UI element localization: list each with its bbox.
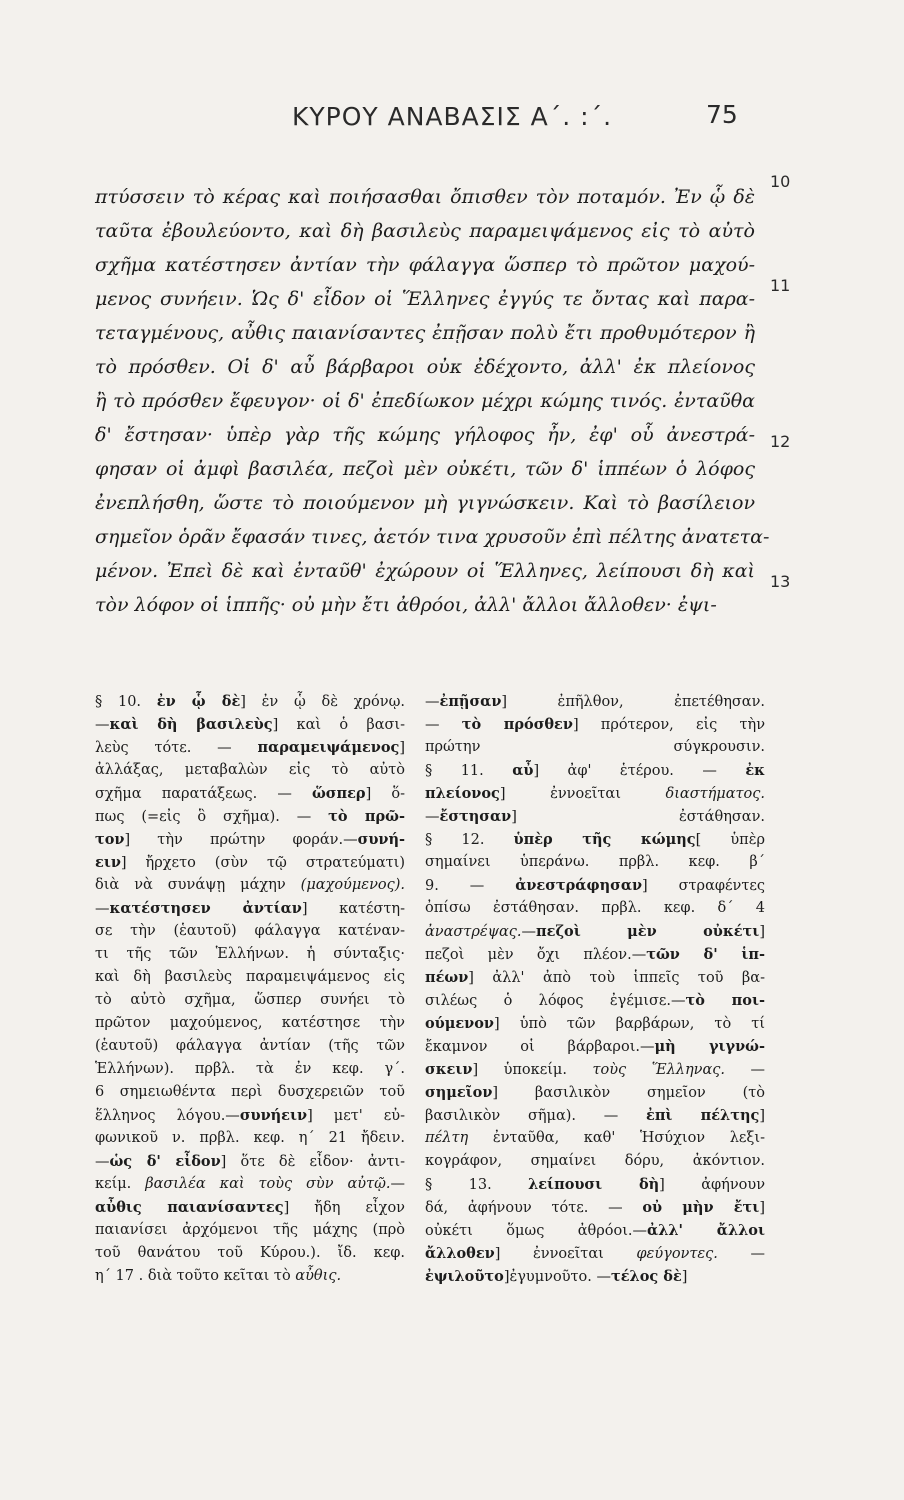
- note-line: [95, 874, 405, 897]
- section-number: 11: [770, 276, 791, 295]
- note-text: ἕλληνος λόγου.—: [95, 1108, 240, 1124]
- note-text: κείμ.: [95, 1176, 146, 1192]
- text-line: τεταγμένους, αὖθις παιανίσαντες ἐπῇσαν πολὺ ἔτι προθυμότερον ἢ: [95, 322, 755, 344]
- note-lemma: σκειν: [425, 1061, 473, 1078]
- note-text: 9. —: [425, 878, 516, 894]
- note-line: [95, 1242, 405, 1265]
- page-header: [0, 100, 904, 140]
- note-line: [425, 989, 765, 1012]
- note-text: ] ὑπὸ τῶν βαρβάρων, τὸ τί: [493, 1016, 765, 1032]
- main-text-block: [95, 180, 770, 622]
- note-lemma: πέων: [425, 969, 469, 986]
- note-text: ] κατέστη-: [301, 901, 405, 917]
- text-line: ἐνεπλήσθη, ὥστε τὸ ποιούμενον μὴ γιγνώσκειν. Καὶ τὸ βασίλειον: [95, 492, 755, 514]
- note-lemma: πλείονος: [425, 785, 500, 802]
- note-text: —: [425, 717, 462, 733]
- note-text: κογράφον, σημαίνει δόρυ, ἀκόντιον.: [425, 1153, 765, 1169]
- note-text: σημαίνει ὑπεράνω. πρβλ. κεφ. β΄: [425, 854, 765, 870]
- text-line: σχῆμα κατέστησεν ἀντίαν τὴν φάλαγγα ὥσπερ τὸ πρῶτον μαχού-: [95, 254, 755, 276]
- note-line: [95, 805, 405, 828]
- note-line: [425, 828, 765, 851]
- note-text: —: [390, 1176, 406, 1192]
- note-line: [425, 736, 765, 759]
- note-text: 6 σημειωθέντα περὶ δυσχερειῶν τοῦ: [95, 1084, 405, 1100]
- note-lemma: ὥσπερ: [312, 785, 366, 802]
- note-lemma: ἔστησαν: [439, 808, 512, 825]
- note-text: ] ἐπῆλθον, ἐπετέθησαν.: [501, 694, 765, 710]
- note-text: πεζοὶ μὲν ὄχι πλέον.—: [425, 947, 647, 963]
- note-text: —: [425, 809, 440, 825]
- note-line: [95, 1127, 405, 1150]
- note-line: [425, 1035, 765, 1058]
- note-italic-text: φεύγοντες.: [636, 1246, 718, 1262]
- text-line: σημεῖον ὁρᾶν ἔφασάν τινες, ἀετόν τινα χρυσοῦν ἐπὶ πέλτης ἀνατετα-: [95, 526, 770, 548]
- note-line: [425, 1012, 765, 1035]
- section-number: 13: [770, 572, 791, 591]
- note-text: ἀλλάξας, μεταβαλὼν εἰς τὸ αὐτὸ: [95, 762, 405, 778]
- note-text: ]: [681, 1269, 688, 1285]
- note-text: § 10.: [95, 694, 157, 710]
- text-line: μένον. Ἐπεὶ δὲ καὶ ἐνταῦθ' ἐχώρουν οἱ Ἕλληνες, λείπουσι δὴ καὶ: [95, 560, 755, 582]
- note-line: [425, 1081, 765, 1104]
- note-text: ] ὅτε δὲ εἶδον· ἀντι-: [220, 1154, 405, 1170]
- note-text: ]: [759, 924, 765, 940]
- note-text: ]: [759, 1108, 766, 1124]
- note-text: ] ἐστάθησαν.: [511, 809, 765, 825]
- note-italic-text: ἀναστρέψας.: [425, 924, 522, 940]
- note-text: ] βασιλικὸν σημεῖον (τὸ: [492, 1085, 765, 1101]
- note-italic-text: αὖθις.: [295, 1268, 342, 1284]
- note-line: [95, 828, 405, 851]
- note-lemma: αὖ: [512, 762, 534, 779]
- note-lemma: τὸ πρόσθεν: [461, 716, 573, 733]
- text-line: ἢ τὸ πρόσθεν ἔφευγον· οἱ δ' ἐπεδίωκον μέχρι κώμης τινός. ἐνταῦθα: [95, 390, 755, 412]
- note-line: [95, 943, 405, 966]
- note-text: (ἑαυτοῦ) φάλαγγα ἀντίαν (τῆς τῶν: [95, 1038, 405, 1054]
- note-lemma: ἐν ᾧ δὲ: [156, 693, 241, 710]
- note-line: [425, 1219, 765, 1242]
- note-text: παιανίσει ἀρχόμενοι τῆς μάχης (πρὸ: [95, 1222, 405, 1238]
- page-number: 75: [706, 100, 738, 129]
- note-line: [425, 690, 765, 713]
- note-lemma: ἐψιλοῦτο: [425, 1268, 504, 1285]
- note-line: [425, 759, 765, 782]
- note-text: ]: [399, 740, 405, 756]
- note-line: [95, 1035, 405, 1058]
- note-text: λεὺς τότε. —: [95, 740, 258, 756]
- note-lemma: ἐκ: [745, 762, 765, 779]
- note-text: —: [425, 694, 440, 710]
- note-text: οὐκέτι ὅμως ἀθρόοι.—: [425, 1223, 648, 1239]
- note-text: ὀπίσω ἐστάθησαν. πρβλ. κεφ. δ΄ 4: [425, 900, 765, 916]
- note-line: [425, 943, 765, 966]
- note-text: δά, ἀφήνουν τότε. —: [425, 1200, 643, 1216]
- note-text: ] πρότερον, εἰς τὴν: [572, 717, 766, 733]
- text-line: φησαν οἱ ἀμφὶ βασιλέα, πεζοὶ μὲν οὐκέτι, τῶν δ' ἱππέων ὁ λόφος: [95, 458, 755, 480]
- note-line: [425, 874, 765, 897]
- note-lemma: καὶ δὴ βασιλεὺς: [109, 716, 273, 733]
- note-lemma: συνήειν: [239, 1107, 308, 1124]
- note-line: [95, 759, 405, 782]
- note-line: [425, 1058, 765, 1081]
- note-lemma: παραμειψάμενος: [257, 739, 400, 756]
- note-text: ] ἤρχετο (σὺν τῷ στρατεύματι): [120, 855, 405, 871]
- note-line: [95, 1196, 405, 1219]
- note-text: τοῦ θανάτου τοῦ Κύρου.). ἴδ. κεφ.: [95, 1245, 405, 1261]
- note-line: [95, 989, 405, 1012]
- note-lemma: τον: [95, 831, 125, 848]
- note-line: [425, 1242, 765, 1265]
- note-line: [95, 1150, 405, 1173]
- note-line: [95, 851, 405, 874]
- text-line: τὸν λόφον οἱ ἱππῆς· οὐ μὴν ἔτι ἀθρόοι, ἀλλ' ἄλλοι ἄλλοθεν· ἐψι-: [95, 594, 717, 616]
- note-line: [95, 713, 405, 736]
- note-line: [425, 1173, 765, 1196]
- note-italic-text: τοὺς Ἕλληνας.: [592, 1062, 726, 1078]
- note-line: [425, 966, 765, 989]
- note-lemma: σημεῖον: [425, 1084, 493, 1101]
- note-lemma: τὸ πρῶ-: [328, 808, 405, 825]
- note-text: πως (=εἰς ὃ σχῆμα). —: [95, 809, 329, 825]
- note-text: ] ἀλλ' ἀπὸ τοὺ ἱππεῖς τοῦ βα-: [468, 970, 765, 986]
- text-line: πτύσσειν τὸ κέρας καὶ ποιήσασθαι ὄπισθεν τὸν ποταμόν. Ἐν ᾧ δὲ: [95, 186, 755, 208]
- note-text: § 11.: [425, 763, 513, 779]
- note-lemma: τέλος δὲ: [610, 1268, 682, 1285]
- note-text: ] ἀφήνουν: [659, 1177, 766, 1193]
- note-line: [95, 1173, 405, 1196]
- note-line: [95, 897, 405, 920]
- text-line: τὸ πρόσθεν. Οἱ δ' αὖ βάρβαροι οὐκ ἐδέχοντο, ἀλλ' ἐκ πλείονος: [95, 356, 755, 378]
- note-lemma: ὑπὲρ τῆς κώμης: [513, 831, 696, 848]
- note-text: § 12.: [425, 832, 514, 848]
- note-text: ]ἐγυμνοῦτο. —: [503, 1269, 611, 1285]
- note-lemma: ἄλλοθεν: [425, 1245, 495, 1262]
- note-text: πρώτην σύγκρουσιν.: [425, 739, 765, 755]
- note-text: ἔκαμνον οἱ βάρβαροι.—: [425, 1039, 655, 1055]
- note-line: [95, 736, 405, 759]
- note-line: [425, 713, 765, 736]
- note-italic-text: πέλτη: [425, 1130, 469, 1146]
- note-lemma: ούμενον: [425, 1015, 494, 1032]
- note-text: —: [95, 1154, 110, 1170]
- note-text: —: [521, 924, 537, 940]
- note-text: σχῆμα παρατάξεως. —: [95, 786, 312, 802]
- text-line: ταῦτα ἐβουλεύοντο, καὶ δὴ βασιλεὺς παραμειψάμενος εἰς τὸ αὐτὸ: [95, 220, 755, 242]
- note-lemma: ἀλλ' ἄλλοι: [647, 1222, 765, 1239]
- note-text: ] ὑποκείμ.: [472, 1062, 593, 1078]
- note-italic-text: διαστήματος.: [665, 786, 765, 802]
- note-text: ] μετ' εὐ-: [307, 1108, 405, 1124]
- note-text: διὰ νὰ συνάψῃ μάχην: [95, 877, 301, 893]
- note-text: καὶ δὴ βασιλεὺς παραμειψάμενος εἰς: [95, 969, 405, 985]
- note-lemma: τὸ ποι-: [685, 992, 766, 1009]
- note-line: [425, 920, 765, 943]
- note-text: ] ὅ-: [365, 786, 405, 802]
- note-lemma: οὐ μὴν ἔτι: [642, 1199, 760, 1216]
- note-line: [425, 897, 765, 920]
- note-text: —: [725, 1062, 765, 1078]
- note-line: [95, 690, 405, 713]
- note-text: ] τὴν πρώτην φοράν.—: [124, 832, 358, 848]
- running-title: ΚΥΡΟΥ ΑΝΑΒΑΣΙΣ Α΄. :΄.: [291, 102, 613, 131]
- note-line: [425, 1265, 765, 1288]
- note-text: ] καὶ ὁ βασι-: [272, 717, 405, 733]
- note-line: [425, 805, 765, 828]
- note-text: φωνικοῦ ν. πρβλ. κεφ. η΄ 21 ἤδειν.: [95, 1130, 405, 1146]
- note-text: βασιλικὸν σῆμα). —: [425, 1108, 646, 1124]
- note-line: [425, 1150, 765, 1173]
- note-line: [425, 851, 765, 874]
- text-line: μενος συνήειν. Ὡς δ' εἶδον οἱ Ἕλληνες ἐγγύς τε ὄντας καὶ παρα-: [95, 288, 755, 310]
- note-text: ] ἐννοεῖται: [494, 1246, 637, 1262]
- note-text: —: [95, 901, 110, 917]
- note-lemma: ἐπῇσαν: [439, 693, 502, 710]
- note-line: [425, 782, 765, 805]
- note-text: ] ἐννοεῖται: [499, 786, 666, 802]
- commentary-left-column: [95, 690, 405, 1288]
- note-text: § 13.: [425, 1177, 529, 1193]
- note-lemma: λείπουσι δὴ: [528, 1176, 660, 1193]
- section-number: 12: [770, 432, 791, 451]
- note-text: ἐνταῦθα, καθ' Ἡσύχιον λεξι-: [468, 1130, 765, 1146]
- note-line: [95, 1265, 405, 1288]
- note-text: Ἑλλήνων). πρβλ. τὰ ἐν κεφ. γ΄.: [95, 1061, 405, 1077]
- note-lemma: ὡς δ' εἶδον: [109, 1153, 221, 1170]
- note-text: ] ἐν ᾧ δὲ χρόνῳ.: [240, 694, 406, 710]
- note-lemma: κατέστησεν ἀντίαν: [109, 900, 302, 917]
- section-number: 10: [770, 172, 791, 191]
- note-line: [95, 1219, 405, 1242]
- note-line: [95, 966, 405, 989]
- note-line: [425, 1196, 765, 1219]
- note-text: ] ἤδη εἶχον: [283, 1200, 405, 1216]
- note-line: [95, 1058, 405, 1081]
- note-lemma: πεζοὶ μὲν οὐκέτι: [536, 923, 760, 940]
- note-lemma: ειν: [95, 854, 121, 871]
- note-text: η΄ 17 . διὰ τοῦτο κεῖται τὸ: [95, 1268, 296, 1284]
- note-lemma: αὖθις παιανίσαντες: [95, 1199, 284, 1216]
- text-line: δ' ἔστησαν· ὑπὲρ γὰρ τῆς κώμης γήλοφος ἦν, ἐφ' οὗ ἀνεστρά-: [95, 424, 755, 446]
- note-lemma: ἀνεστράφησαν: [515, 877, 643, 894]
- note-lemma: τῶν δ' ἱπ-: [646, 946, 766, 963]
- note-text: ] στραφέντες: [642, 878, 765, 894]
- note-text: τὸ αὐτὸ σχῆμα, ὥσπερ συνήει τὸ: [95, 992, 405, 1008]
- note-line: [95, 782, 405, 805]
- note-text: [ ὑπὲρ: [695, 832, 766, 848]
- note-line: [95, 1012, 405, 1035]
- note-text: ] ἀφ' ἑτέρου. —: [533, 763, 746, 779]
- note-text: ]: [759, 1200, 765, 1216]
- note-text: πρῶτον μαχούμενος, κατέστησε τὴν: [95, 1015, 405, 1031]
- note-line: [95, 920, 405, 943]
- note-lemma: ἐπὶ πέλτης: [646, 1107, 760, 1124]
- note-line: [95, 1081, 405, 1104]
- note-text: σε τὴν (ἑαυτοῦ) φάλαγγα κατέναν-: [95, 923, 405, 939]
- note-text: τι τῆς τῶν Ἑλλήνων. ἡ σύνταξις·: [95, 946, 405, 962]
- note-line: [425, 1127, 765, 1150]
- commentary-right-column: [425, 690, 765, 1288]
- note-line: [425, 1104, 765, 1127]
- note-italic-text: βασιλέα καὶ τοὺς σὺν αὐτῷ.: [145, 1176, 391, 1192]
- note-italic-text: (μαχούμενος).: [300, 877, 405, 893]
- note-text: σιλέως ὁ λόφος ἐγέμισε.—: [425, 993, 686, 1009]
- note-line: [95, 1104, 405, 1127]
- note-lemma: μὴ γιγνώ-: [654, 1038, 765, 1055]
- note-text: —: [717, 1246, 765, 1262]
- note-text: —: [95, 717, 110, 733]
- note-lemma: συνή-: [357, 831, 405, 848]
